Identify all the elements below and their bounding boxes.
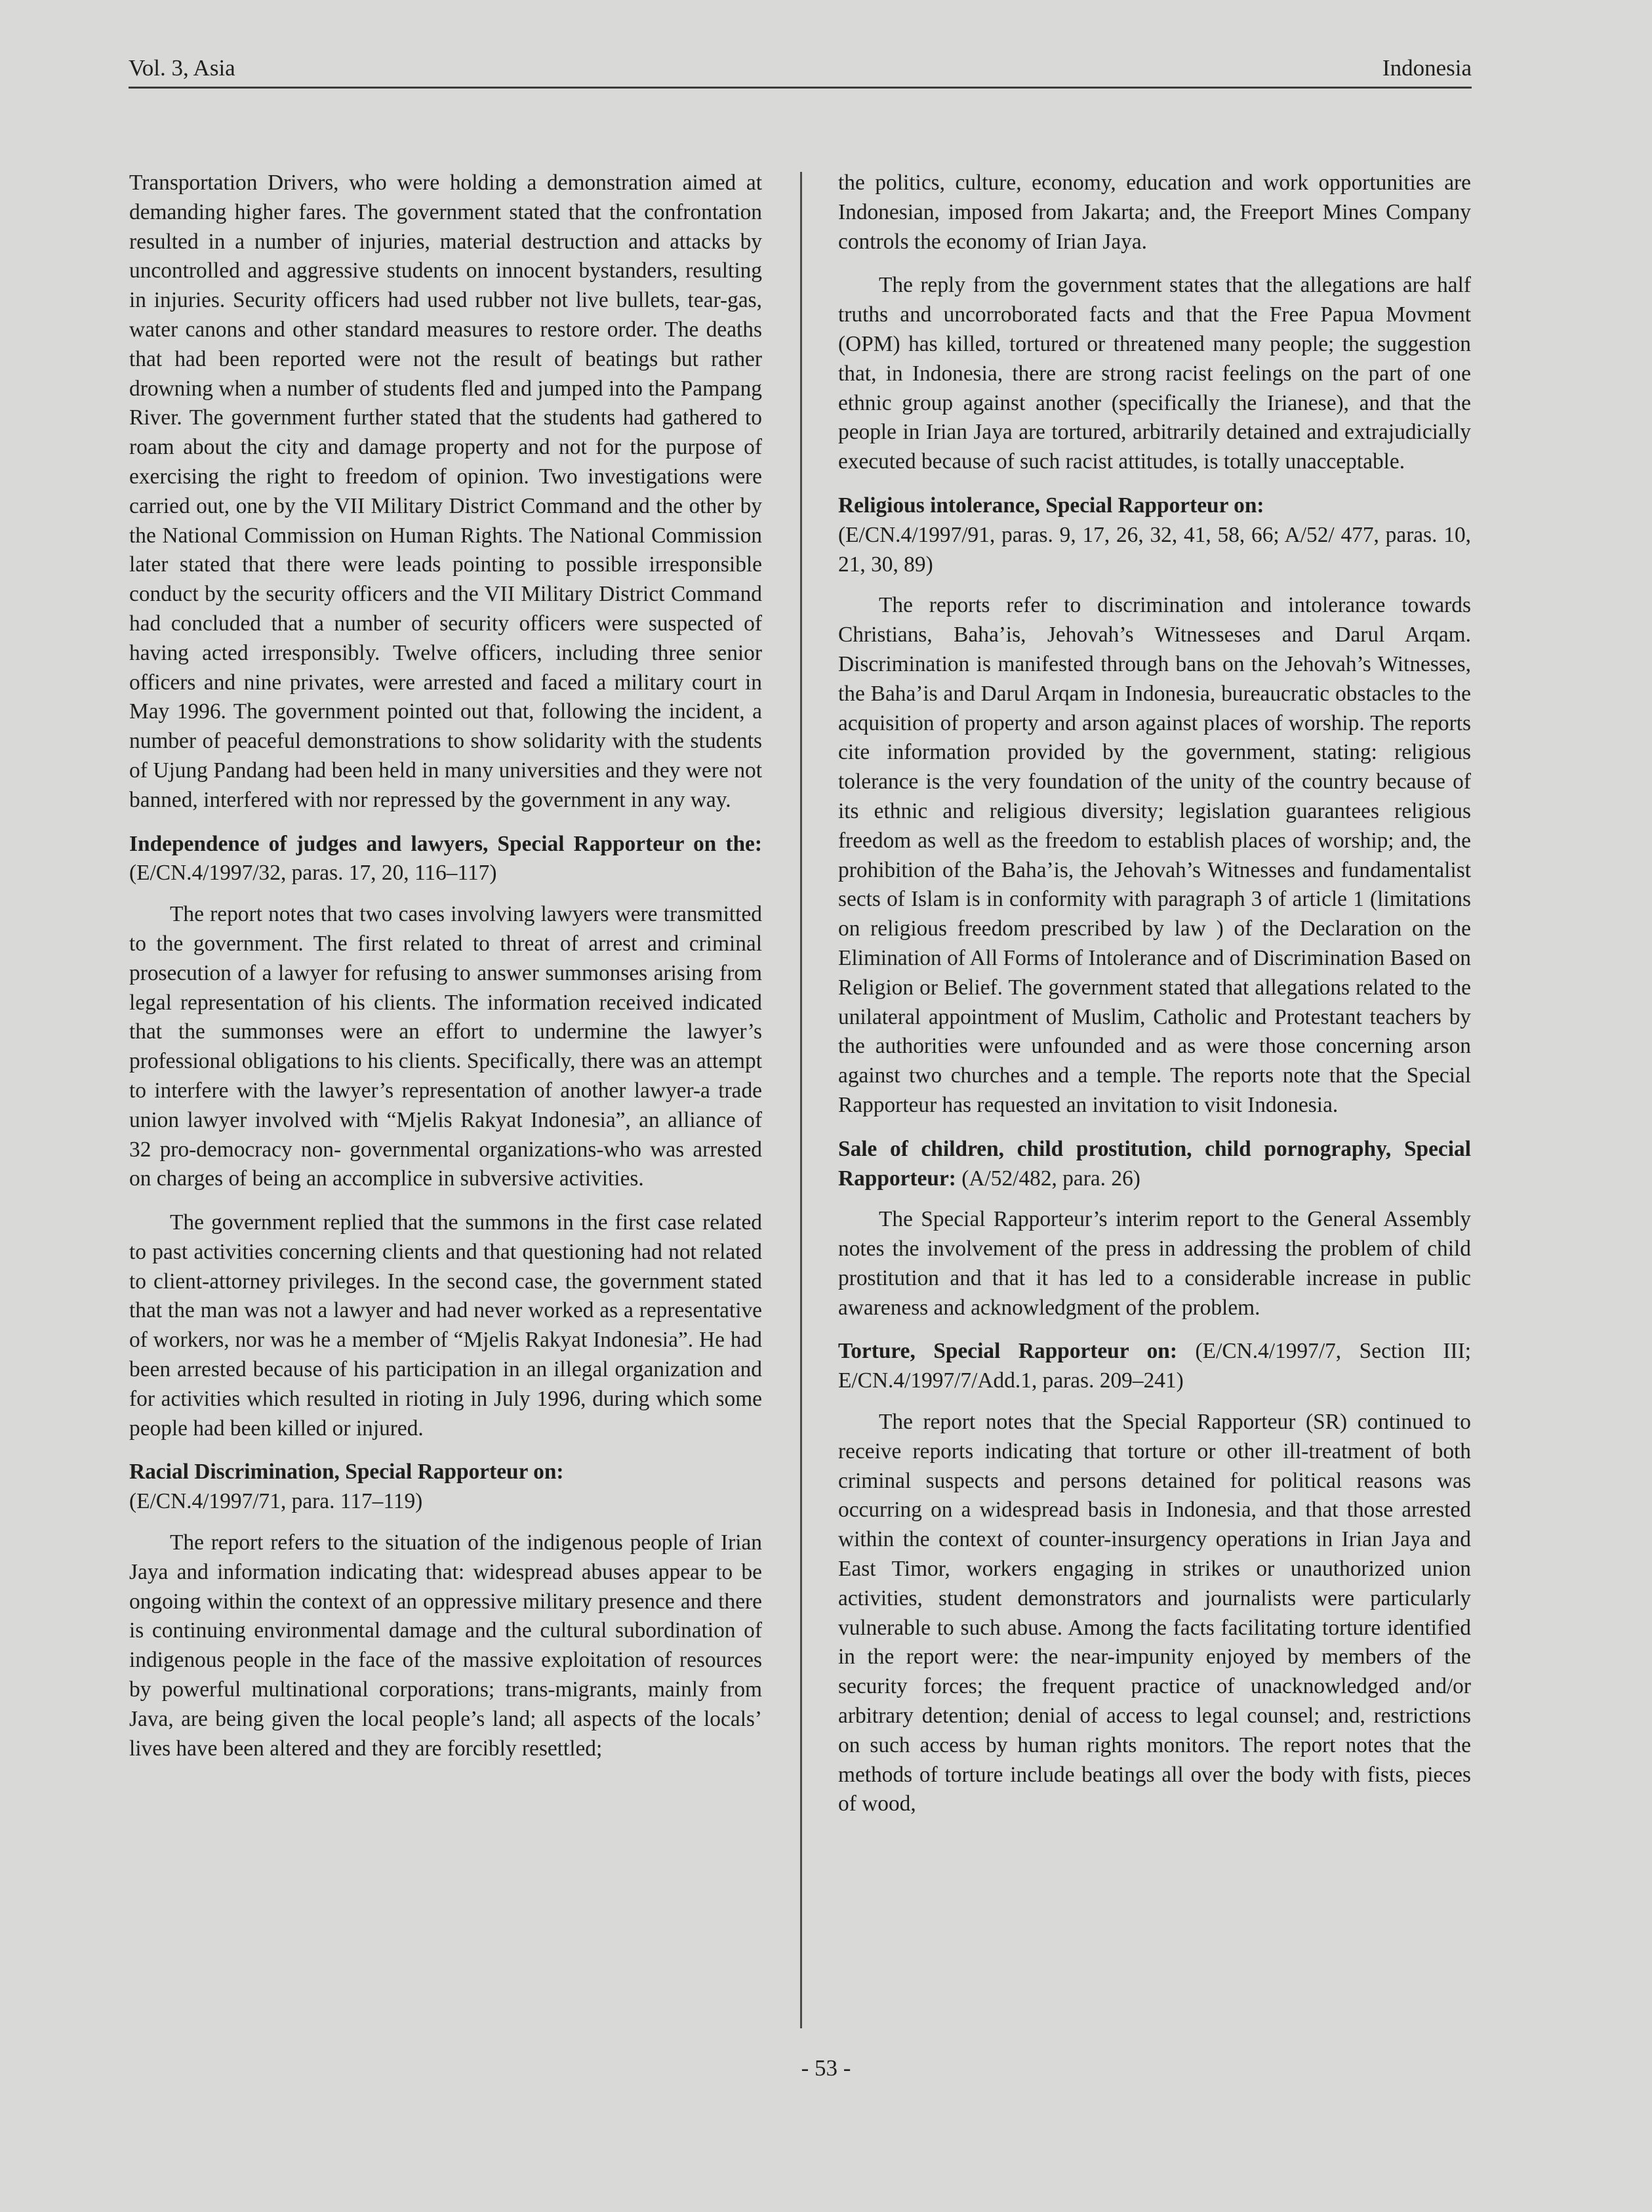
- section-heading-racial-discrimination: [129, 1458, 762, 1517]
- country-label: Indonesia: [1382, 55, 1472, 81]
- volume-label: Vol. 3, Asia: [129, 55, 235, 81]
- right-column: [838, 169, 1471, 1833]
- section-title: Torture, Special Rapporteur on:: [838, 1339, 1178, 1364]
- paragraph: The Special Rapporteur’s interim report to the General Assembly notes the involvement of the press in addressing the problem of child prostitution and that it has led to a considerable increase in public awareness and acknowledgment of the problem.: [838, 1207, 1471, 1320]
- section-title: Sale of children, child prostitution, child pornography, Special Rapporteur:: [838, 1136, 1471, 1191]
- section-reference: (A/52/482, para. 26): [956, 1166, 1140, 1191]
- section-heading-judges: [129, 830, 762, 889]
- section-heading-religious-intolerance: [838, 491, 1471, 579]
- section-heading-sale-of-children: [838, 1135, 1471, 1194]
- section-reference: (E/CN.4/1997/91, paras. 9, 17, 26, 32, 41, 58, 66; A/52/ 477, paras. 10, 21, 30, 89): [838, 522, 1471, 577]
- paragraph: The reply from the government states that the allegations are half truths and uncorroborated facts and that the Free Papua Movment (OPM) has killed, tortured or threatened many people; the suggestion that, in Indonesia, there are strong racist feelings on the part of one ethnic group against another (specifically the Irianese), and that the people in Irian Jaya are tortured, arbitrarily detained and extrajudicially executed because of such racist attitudes, is totally unacceptable.: [838, 273, 1471, 474]
- section-heading-torture: [838, 1337, 1471, 1396]
- paragraph: The report notes that the Special Rapporteur (SR) continued to receive reports indicating that torture or other ill-treatment of both criminal suspects and persons detained for political reasons was occurring on a widespread basis in Indonesia, and that those arrested within the context of counter-insurgency operations in Irian Jaya and East Timor, workers engaging in strikes or unauthorized union activities, student demonstrators and journalists were particularly vulnerable to such abuse. Among the facts facilitating torture identified in the report were: the near-impunity enjoyed by members of the security forces; the frequent practice of unacknowledged and/or arbitrary detention; denial of access to legal counsel; and, restrictions on such access by human rights monitors. The report notes that the methods of torture include beatings all over the body with fists, pieces of wood,: [838, 1410, 1471, 1816]
- section-title: Religious intolerance, Special Rapporteur on:: [838, 493, 1264, 518]
- paragraph: The report notes that two cases involving lawyers were transmitted to the government. The first related to threat of arrest and criminal prosecution of a lawyer for refusing to answer summonses arising from legal representation of his clients. The information received indicated that the summonses were an effort to undermine the lawyer’s professional obligations to his clients. Specifically, there was an attempt to interfere with the lawyer’s representation of another lawyer-a trade union lawyer involved with “Mjelis Rakyat Indonesia”, an alliance of 32 pro-democracy non- governmental organizations-who was arrested on charges of being an accomplice in subversive activities.: [129, 902, 762, 1191]
- section-title: Racial Discrimination, Special Rapporteur on:: [129, 1460, 564, 1485]
- section-title: Independence of judges and lawyers, Special Rapporteur on the:: [129, 831, 762, 856]
- section-reference: (E/CN.4/1997/7, Section III; E/CN.4/1997/7/Add.1, paras. 209–241): [838, 1339, 1472, 1393]
- paragraph: The report refers to the situation of the indigenous people of Irian Jaya and information indicating that: widespread abuses appear to be ongoing within the context of an oppressive military presence and there is continuing environmental damage and the cultural subordination of indigenous people in the face of the massive exploitation of resources by powerful multinational corporations; trans-migrants, mainly from Java, are being given the local people’s land; all aspects of the locals’ lives have been altered and they are forcibly resettled;: [129, 1530, 762, 1761]
- running-header: [129, 55, 1472, 89]
- paragraph: the politics, culture, economy, education and work opportunities are Indonesian, imposed from Jakarta; and, the Freeport Mines Company controls the economy of Irian Jaya.: [838, 171, 1471, 254]
- left-column: [129, 169, 762, 1778]
- paragraph: Transportation Drivers, who were holding a demonstration aimed at demanding higher fares. The government stated that the confrontation resulted in a number of injuries, material destruction and attacks by uncontrolled and aggressive students on innocent bystanders, resulting in injuries. Security officers had used rubber not live bullets, tear-gas, water canons and other standard measures to restore order. The deaths that had been reported were not the result of beatings but rather drowning when a number of students fled and jumped into the Pampang River. The government further stated that the students had gathered to roam about the city and damage property and not for the purpose of exercising the right to freedom of opinion. Two investigations were carried out, one by the VII Military District Command and the other by the National Commission on Human Rights. The National Commission later stated that there were leads pointing to possible irresponsible conduct by the security officers and the VII Military District Command had concluded that a number of security officers were suspected of having acted irresponsibly. Twelve officers, including three senior officers and nine privates, were arrested and faced a military court in May 1996. The government pointed out that, following the incident, a number of peaceful demonstrations to show solidarity with the students of Ujung Pandang had been held in many universities and they were not banned, interfered with nor repressed by the government in any way.: [129, 171, 762, 812]
- section-reference: (E/CN.4/1997/71, para. 117–119): [129, 1489, 423, 1514]
- page-number: - 53 -: [801, 2055, 851, 2081]
- section-reference: (E/CN.4/1997/32, paras. 17, 20, 116–117): [129, 861, 497, 886]
- paragraph: The reports refer to discrimination and intolerance towards Christians, Baha’is, Jehovah’s Witnesseses and Darul Arqam. Discrimination is manifested through bans on the Jehovah’s Witnesses, the Baha’is and Darul Arqam in Indonesia, bureaucratic obstacles to the acquisition of property and arson against places of worship. The reports cite information provided by the government, stating: religious tolerance is the very foundation of the unity of the country because of its ethnic and religious diversity; legislation guarantees religious freedom as well as the freedom to establish places of worship; and, the prohibition of the Baha’is, the Jehovah’s Witnesses and fundamentalist sects of Islam is in conformity with paragraph 3 of article 1 (limitations on religious freedom prescribed by law ) of the Declaration on the Elimination of All Forms of Intolerance and of Discrimination Based on Religion or Belief. The government stated that allegations related to the unilateral appointment of Muslim, Catholic and Protestant teachers by the authorities were unfounded and as were those concerning arson against two churches and a temple. The reports note that the Special Rapporteur has requested an invitation to visit Indonesia.: [838, 593, 1471, 1117]
- paragraph: The government replied that the summons in the first case related to past activities concerning clients and that questioning had not related to client-attorney privileges. In the second case, the government stated that the man was not a lawyer and had never worked as a representative of workers, nor was he a member of “Mjelis Rakyat Indonesia”. He had been arrested because of his participation in an illegal organization and for activities which resulted in rioting in July 1996, during which some people had been killed or injured.: [129, 1210, 762, 1441]
- column-divider: [800, 172, 802, 2028]
